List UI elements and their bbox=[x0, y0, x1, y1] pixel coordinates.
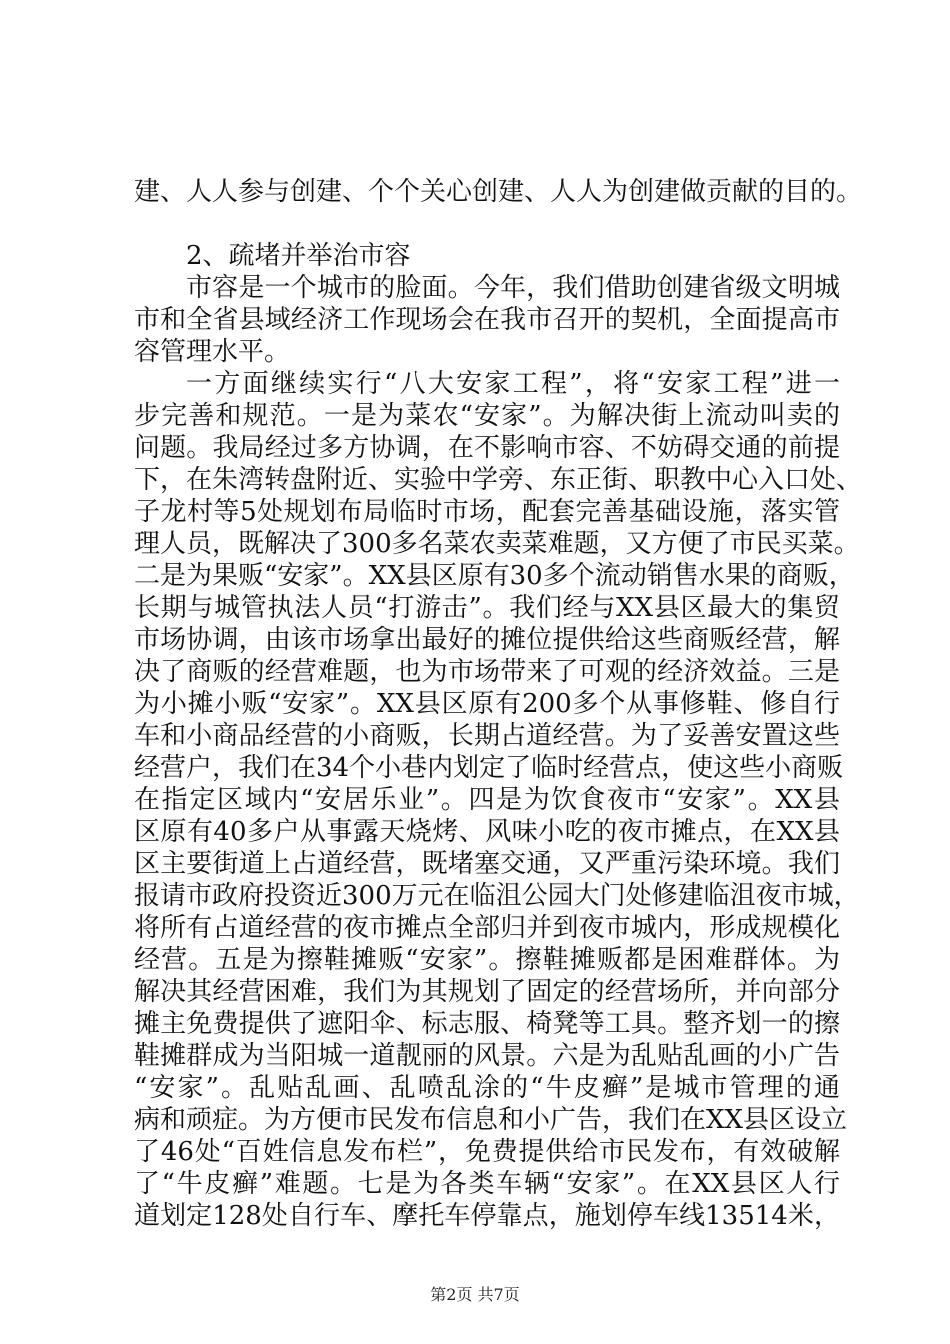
paragraph-line: 区主要街道上占道经营，既堵塞交通，又严重污染环境。我们 bbox=[134, 849, 840, 879]
paragraph-line: 问题。我局经过多方协调，在不影响市容、不妨碍交通的前提 bbox=[134, 433, 840, 463]
paragraph-line: 理人员，既解决了300多名菜农卖菜难题，又方便了市民买菜。 bbox=[134, 529, 860, 559]
paragraph-line: 了“牛皮癣”难题。七是为各类车辆“安家”。在XX县区人行 bbox=[134, 1169, 840, 1199]
paragraph-line: 容管理水平。 bbox=[134, 337, 291, 367]
paragraph-line: 解决其经营困难，我们为其规划了固定的经营场所，并向部分 bbox=[134, 977, 840, 1007]
paragraph-line: 道划定128处自行车、摩托车停靠点，施划停车线13514米， bbox=[134, 1201, 840, 1231]
paragraph-line: 长期与城管执法人员“打游击”。我们经与XX县区最大的集贸 bbox=[134, 593, 840, 623]
paragraph-line: 市和全省县域经济工作现场会在我市召开的契机，全面提高市 bbox=[134, 305, 840, 335]
paragraph-line: 为小摊小贩“安家”。XX县区原有200多个从事修鞋、修自行 bbox=[134, 689, 840, 719]
paragraph-line: 病和顽症。为方便市民发布信息和小广告，我们在XX县区设立 bbox=[134, 1105, 848, 1135]
page-number-footer: 第2页 共7页 bbox=[430, 1285, 520, 1304]
paragraph-line: 车和小商品经营的小商贩，长期占道经营。为了妥善安置这些 bbox=[134, 721, 840, 751]
paragraph-line: 报请市政府投资近300万元在临沮公园大门处修建临沮夜市城， bbox=[134, 881, 860, 911]
paragraph-line: 了46处“百姓信息发布栏”，免费提供给市民发布，有效破解 bbox=[134, 1137, 840, 1167]
paragraph-line: 区原有40多户从事露天烧烤、风味小吃的夜市摊点，在XX县 bbox=[134, 817, 840, 847]
paragraph-line: “安家”。乱贴乱画、乱喷乱涂的“牛皮癣”是城市管理的通 bbox=[134, 1073, 840, 1103]
paragraph-line: 在指定区域内“安居乐业”。四是为饮食夜市“安家”。XX县 bbox=[134, 785, 840, 815]
paragraph-line: 摊主免费提供了遮阳伞、标志服、椅凳等工具。整齐划一的擦 bbox=[134, 1009, 840, 1039]
paragraph-line: 子龙村等5处规划布局临时市场，配套完善基础设施，落实管 bbox=[134, 497, 840, 527]
section-heading: 2、疏堵并举治市容 bbox=[186, 241, 411, 271]
paragraph-line: 将所有占道经营的夜市摊点全部归并到夜市城内，形成规模化 bbox=[134, 913, 840, 943]
paragraph-line: 建、人人参与创建、个个关心创建、人人为创建做贡献的目的。 bbox=[134, 177, 863, 207]
paragraph-line: 决了商贩的经营难题，也为市场带来了可观的经济效益。三是 bbox=[134, 657, 840, 687]
paragraph-line: 一方面继续实行“八大安家工程”，将“安家工程”进一 bbox=[186, 369, 840, 399]
paragraph-line: 经营。五是为擦鞋摊贩“安家”。擦鞋摊贩都是困难群体。为 bbox=[134, 945, 840, 975]
paragraph-line: 经营户，我们在34个小巷内划定了临时经营点，使这些小商贩 bbox=[134, 753, 844, 783]
paragraph-line: 下，在朱湾转盘附近、实验中学旁、东正街、职教中心入口处、 bbox=[134, 465, 863, 495]
paragraph-line: 市场协调，由该市场拿出最好的摊位提供给这些商贩经营，解 bbox=[134, 625, 840, 655]
paragraph-line: 鞋摊群成为当阳城一道靓丽的风景。六是为乱贴乱画的小广告 bbox=[134, 1041, 840, 1071]
paragraph-line: 市容是一个城市的脸面。今年，我们借助创建省级文明城 bbox=[186, 273, 840, 303]
paragraph-line: 二是为果贩“安家”。XX县区原有30多个流动销售水果的商贩， bbox=[134, 561, 855, 591]
paragraph-line: 步完善和规范。一是为菜农“安家”。为解决街上流动叫卖的 bbox=[134, 401, 840, 431]
